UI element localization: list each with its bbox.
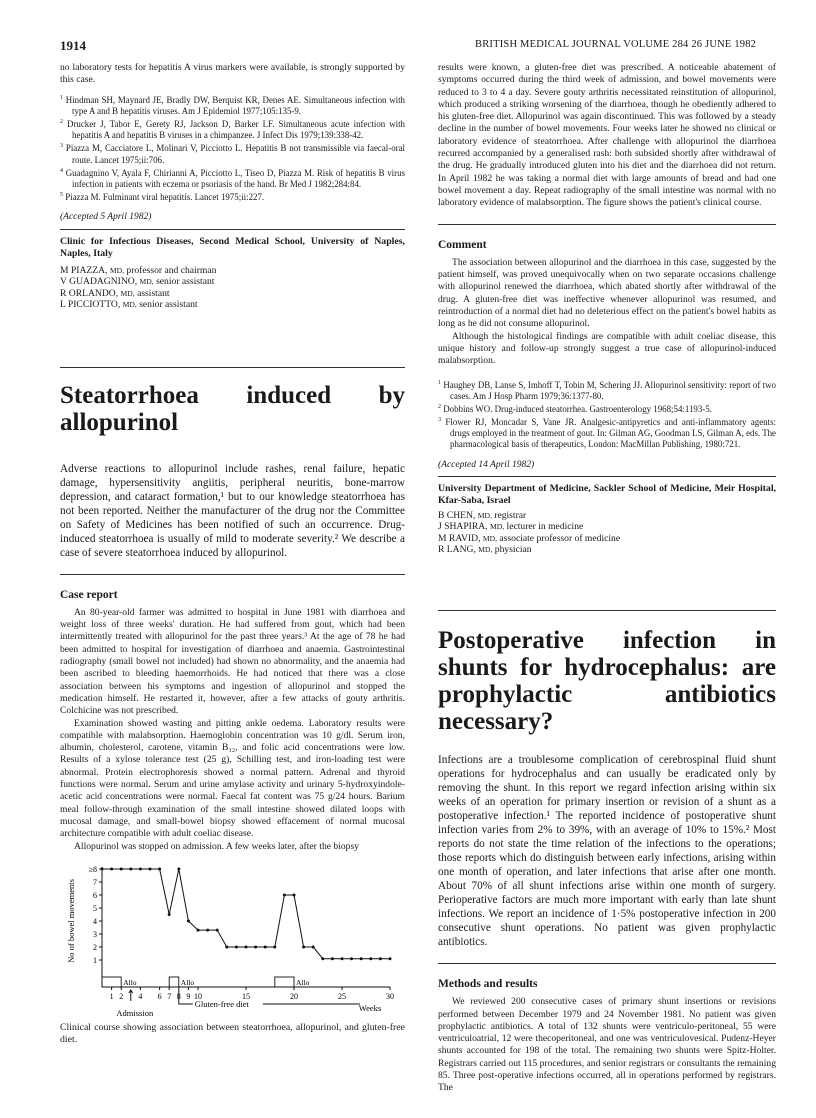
x-tick-label: 1 bbox=[109, 991, 114, 1001]
data-point bbox=[254, 945, 257, 948]
page-header bbox=[60, 38, 760, 54]
allopurinol-reference-list bbox=[438, 378, 776, 451]
y-tick-label: 3 bbox=[93, 929, 97, 939]
y-tick-label: 2 bbox=[93, 942, 97, 952]
reference-item: $^1$ Hindman SH, Maynard JE, Bradly DW, Berquist KR, Denes AE. Simultaneous infection with type A and B hepatitis viruses. Am J Epidemiol 1977;105:135-9. bbox=[60, 94, 405, 116]
reference-item: $^3$ Flower RJ, Moncadar S, Vane JR. Analgesic-antipyretics and anti-inflammatory agents: drugs employed in the treatment of gout. In: Gilman AG, Goodman LS, Gilman A, eds. The pharmacological basis of therapeutics, London: MacMillan Publishing, 1980:721. bbox=[438, 417, 777, 450]
data-point bbox=[149, 867, 152, 870]
data-point bbox=[283, 893, 286, 896]
y-axis-label: No of bowel movements bbox=[66, 878, 76, 963]
right-column bbox=[438, 62, 776, 1095]
data-point bbox=[168, 913, 171, 916]
comment-heading: Comment bbox=[438, 238, 487, 251]
data-point bbox=[225, 945, 228, 948]
affiliation: University Department of Medicine, Sackler School of Medicine, Meir Hospital, Kfar-Saba, Israel bbox=[438, 482, 776, 507]
gluten-free-diet-label: Gluten-free diet bbox=[194, 998, 249, 1009]
author-item: M RAVID, MD, associate professor of medicine bbox=[438, 532, 621, 544]
author-item: V GUADAGNINO, MD, senior assistant bbox=[60, 276, 215, 288]
x-tick-label: 15 bbox=[242, 991, 250, 1001]
case-paragraph: Allopurinol was stopped on admission. A few weeks later, after the biopsy bbox=[74, 840, 359, 852]
data-point bbox=[312, 945, 315, 948]
data-point bbox=[321, 957, 324, 960]
data-point bbox=[245, 945, 248, 948]
intro-text: no laboratory tests for hepatitis A virus markers were available, is strongly supported by this case. bbox=[60, 62, 405, 86]
clinical-course-chart bbox=[60, 861, 405, 1019]
x-tick-label: 4 bbox=[138, 991, 143, 1001]
data-point bbox=[331, 957, 334, 960]
data-point bbox=[187, 919, 190, 922]
author-list bbox=[438, 510, 776, 556]
data-point bbox=[120, 867, 123, 870]
data-point bbox=[302, 945, 305, 948]
data-point bbox=[197, 928, 200, 931]
data-point bbox=[264, 945, 267, 948]
reference-item: $^4$ Guadagnino V, Ayala F, Chirianni A, Picciotto L, Tiseo D, Piazza M. Risk of hepatitis B virus infection in patients with eczema or psoriasis of the hand. Br Med J 1982;284:84. bbox=[60, 167, 405, 189]
data-point bbox=[341, 957, 344, 960]
author-item: M PIAZZA, MD, professor and chairman bbox=[60, 264, 217, 276]
hepatitis-reference-list bbox=[60, 93, 405, 204]
y-tick-label: 6 bbox=[93, 890, 97, 900]
author-item: R ORLANDO, MD, assistant bbox=[60, 287, 170, 299]
y-tick-label: 4 bbox=[93, 916, 97, 926]
x-tick-label: 10 bbox=[194, 991, 202, 1001]
admission-label: Admission bbox=[116, 1007, 154, 1018]
case-report-heading: Case report bbox=[60, 588, 118, 601]
page-number: 1914 bbox=[60, 38, 86, 53]
y-tick-label: 1 bbox=[93, 955, 97, 965]
y-tick-label: ≥8 bbox=[88, 864, 97, 874]
section-divider bbox=[438, 224, 776, 225]
methods-paragraph: We reviewed 200 consecutive cases of primary shunt insertions or revisions performed between December 1979 and 24 November 1981. No patient was given prophylactic antibiotics. A total of 132 shunts were ventriculo-peritoneal, 55 were ventriculoatrial, 12 were thecoperitoneal, and one was ventriculovesical. Pudenz-Heyer shunts accounted for 198 of the total. The remaining two shunts were Spitz-Holter. Registrars carried out 115 procedures, and senior registrars or consultants the remaining 85. Three post-operative infections occurred, all in operations performed by registrars. The bbox=[438, 996, 776, 1094]
reference-item: $^2$ Drucker J, Tabor E, Gerety RJ, Jackson D, Barker LF. Simultaneous acute infection with hepatitis A and hepatitis B viruses in a chimpanzee. J Infect Dis 1979;139:338-42. bbox=[60, 118, 405, 141]
accepted-date: (Accepted 14 April 1982) bbox=[438, 459, 776, 477]
x-tick-label: 8 bbox=[176, 991, 181, 1001]
data-point bbox=[379, 957, 382, 960]
x-tick-label: 20 bbox=[290, 991, 298, 1001]
case-continuation: results were known, a gluten-free diet was prescribed. A noticeable abatement of symptoms occurred during the third week of admission, and bowel movements were reduced to 3 to 4 a day. Severe gouty arthritis necessitated reinstitution of allopurinol, which produced a striking worsening of the diarrhoea, though he obediently adhered to his gluten-free diet. Allopurinol was again discontinued. This was followed by a steady decline in the number of bowel movements. Four weeks later he showed no clinical or laboratory evidence of steatorrhoea. After challenge with allopurinol the diarrhoea recurred accompanied by a generalised rash: both subsided shortly after withdrawal of the drug. He gradually introduced gluten into his diet and the diarrhoea did not return. In April 1982 he was taking a normal diet with large amounts of bread and had one bowel movement a day. Repeat radiography of the small intestine was normal with no laboratory evidence of malabsorption. The figure shows the patient's clinical course. bbox=[438, 62, 776, 209]
data-point bbox=[139, 867, 142, 870]
x-tick-label: 25 bbox=[338, 991, 346, 1001]
reference-item: $^1$ Haughey DB, Lanse S, Imhoff T, Tobin M, Schering JJ. Allopurinol sensitivity: report of two cases. Am J Hosp Pharm 1979;36:1377-80. bbox=[438, 379, 776, 401]
data-point bbox=[206, 928, 209, 931]
allopurinol-period-box bbox=[102, 977, 121, 987]
allopurinol-label: Allo bbox=[180, 977, 195, 987]
reference-item: $^2$ Dobbins WO. Drug-induced steatorrhea. Gastroenterology 1968;54:1193-5. bbox=[438, 403, 712, 414]
bowel-movements-series bbox=[102, 869, 390, 959]
data-point bbox=[101, 867, 104, 870]
x-tick-label: 30 bbox=[386, 991, 394, 1001]
data-point bbox=[129, 867, 132, 870]
section-divider bbox=[438, 610, 776, 611]
case-paragraph: Examination showed wasting and pitting ankle oedema. Laboratory results were compatible with malabsorption. Haemoglobin concentration was 10 g/dl. Serum iron, albumin, cholesterol, carotene, vitamin B₁₂, and folic acid concentrations were low. Results of a xylose tolerance test (25 g), Schilling test, and iron-loading test were abnormal. Protein electrophoresis showed a normal pattern. Adrenal and thyroid functions were normal. Serum and urine amylase activity and urinary 5-hydroxyindole-acetic acid concentrations were normal. Faecal fat content was 75 g/24 hours. Barium meal follow-through examination of the small intestine showed dilated loops with mucosal damage, and small-bowel biopsy showed effacement of normal mucosal architecture compatible with adult coeliac disease. bbox=[60, 717, 405, 840]
x-tick-label: 6 bbox=[157, 991, 162, 1001]
comment-paragraph: The association between allopurinol and the diarrhoea in this case, suggested by the patient himself, was proved unequivocally when on two separate occasions challenge with allopurinol renewed the diarrhoea, which abated shortly after withdrawal of the drug. A gluten-free diet was ineffective whenever allopurinol was resumed, and reintroduction of a normal diet had no deleterious effect on the patient's bowel habits as long as he did not consume allopurinol. bbox=[438, 256, 776, 330]
reference-item: $^5$ Piazza M. Fulminant viral hepatitis. Lancet 1975;ii:227. bbox=[60, 192, 265, 203]
data-point bbox=[235, 945, 238, 948]
article-title: Steatorrhoea induced by allopurinol bbox=[60, 381, 405, 436]
article-title: Postoperative infection in shunts for hydrocephalus: are prophylactic antibiotics necessary? bbox=[438, 626, 776, 735]
y-tick-label: 7 bbox=[93, 877, 97, 887]
data-point bbox=[389, 957, 392, 960]
methods-heading: Methods and results bbox=[438, 977, 538, 990]
author-list bbox=[60, 265, 405, 311]
section-divider bbox=[438, 963, 776, 964]
allopurinol-label: Allo bbox=[296, 977, 310, 987]
y-tick-label: 5 bbox=[93, 903, 97, 913]
allopurinol-label: Allo bbox=[123, 977, 137, 987]
section-divider bbox=[60, 367, 405, 368]
author-item: B CHEN, MD, registrar bbox=[438, 509, 527, 521]
data-point bbox=[216, 928, 219, 931]
case-paragraph: An 80-year-old farmer was admitted to hospital in June 1981 with diarrhoea and weight loss of three weeks' duration. He had suffered from gout, which had been intermittently treated with allopurinol for the past three years.³ At the age of 78 he had been admitted to hospital for investigation of diarrhoea and anaemia. Gastrointestinal radiography (small bowel not included) had shown no abnormality, and the anaemia had been ascribed to bleeding haemorrhoids. He had noticed that there was a close association between his symptoms and ingestion of allopurinol and stopped the medication himself. He restarted it, however, after a few attacks of gouty arthritis. Colchicine was not prescribed. bbox=[60, 606, 405, 717]
comment-paragraph: Although the histological findings are compatible with adult coeliac disease, this unique history and follow-up strongly suggest a true case of allopurinol-induced malabsorption. bbox=[438, 330, 776, 367]
data-point bbox=[273, 945, 276, 948]
allopurinol-period-box bbox=[169, 977, 179, 987]
affiliation: Clinic for Infectious Diseases, Second Medical School, University of Naples, Naples, Italy bbox=[60, 235, 405, 260]
article-abstract: Adverse reactions to allopurinol include rashes, renal failure, hepatic damage, hypersensitivity angiitis, peripheral neuritis, bone-marrow depression, and cataract formation,¹ but to our knowledge steatorrhoea has not been reported. Neither the manufacturer of the drug nor the Committee on Safety of Medicines has been notified of such an occurrence. Drug-induced steatorrhoea is usually of mild to moderate severity.² We describe a case of severe steatorrhoea induced by allopurinol. bbox=[60, 462, 405, 559]
data-point bbox=[360, 957, 363, 960]
data-point bbox=[369, 957, 372, 960]
data-point bbox=[158, 867, 161, 870]
x-tick-label: 2 bbox=[119, 991, 124, 1001]
data-point bbox=[110, 867, 113, 870]
left-column bbox=[60, 62, 405, 1046]
section-divider bbox=[60, 574, 405, 575]
data-point bbox=[177, 867, 180, 870]
x-tick-label: 9 bbox=[186, 991, 191, 1001]
author-item: L PICCIOTTO, MD, senior assistant bbox=[60, 299, 198, 311]
data-point bbox=[293, 893, 296, 896]
reference-item: $^3$ Piazza M, Cacciatore L, Molinari V, Picciotto L. Hepatitis B not transmissible via faecal-oral route. Lancet 1975;ii:706. bbox=[60, 143, 405, 165]
figure-caption: Clinical course showing association between steatorrhoea, allopurinol, and gluten-free diet. bbox=[60, 1021, 405, 1045]
x-tick-label: 7 bbox=[167, 991, 172, 1001]
journal-running-head: BRITISH MEDICAL JOURNAL VOLUME 284 26 JUNE 1982 bbox=[475, 39, 757, 50]
accepted-date: (Accepted 5 April 1982) bbox=[60, 211, 405, 229]
author-item: J SHAPIRA, MD, lecturer in medicine bbox=[438, 521, 584, 533]
allopurinol-period-box bbox=[275, 977, 294, 987]
author-item: R LANG, MD, physician bbox=[438, 544, 532, 556]
data-point bbox=[350, 957, 353, 960]
article-abstract: Infections are a troublesome complication of cerebrospinal fluid shunt operations for hydrocephalus and can usually be eradicated only by removing the shunt. In this report we regard infection arising within six weeks of an operation for primary insertion or revision of a shunt as a postoperative infection.¹ The reported incidence of postoperative shunt infection varies from 2% to 39%, with an average of 10% to 15%.² Most reports do not state the time relation of the infections to the operations; those reports which do distinguish between early infections, arising within one month of operation, and later infections that arise after one month. About 70% of all shunt infections arise within one month of surgery. Perioperative factors are much more important with early than late shunt infections. We report an incidence of 1·5% postoperative infection in 200 consecutive shunt operations. No patient was given prophylactic antibiotics. bbox=[438, 753, 776, 948]
x-axis-label: Weeks bbox=[358, 1002, 382, 1013]
